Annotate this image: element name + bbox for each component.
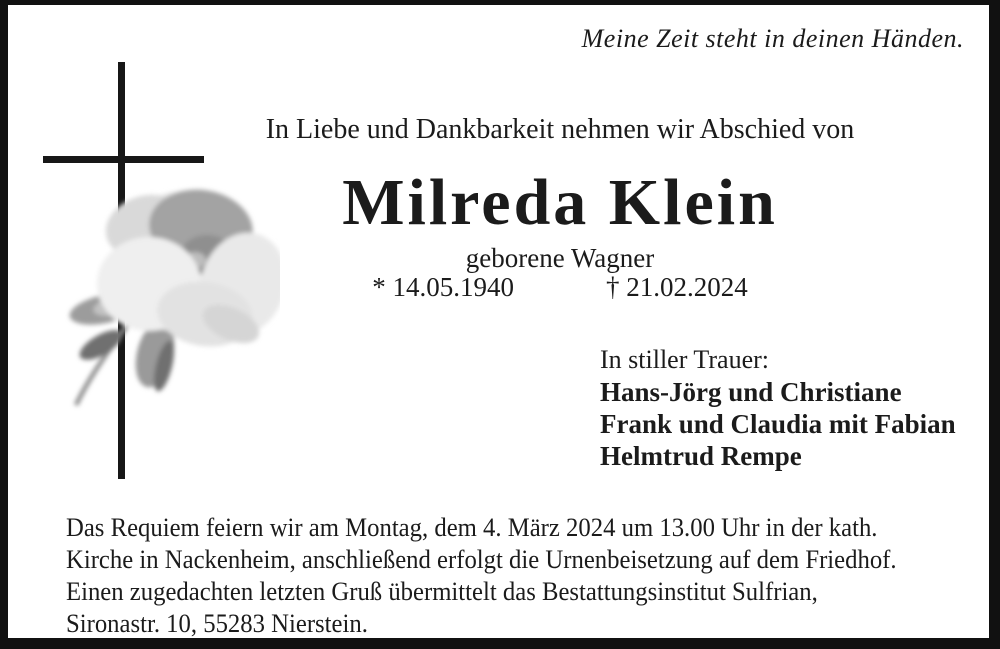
maiden-name: geborene Wagner [465,243,655,273]
announcement-line: Einen zugedachten letzten Gruß übermittelt das Bestattungsinstitut Sulfrian, [66,577,818,606]
death-date: † 21.02.2024 [606,272,748,302]
birth-date: * 14.05.1940 [372,272,514,302]
deceased-name: Milreda Klein [342,166,778,239]
life-dates [130,272,990,303]
intro-text: In Liebe und Dankbarkeit nehmen wir Abschied von [265,114,855,145]
mourner-name: Frank und Claudia mit Fabian [600,409,956,439]
announcement-text [66,512,959,640]
cross-icon [43,156,204,163]
mourner-name: Hans-Jörg und Christiane [600,377,902,407]
mourning-section [600,344,956,472]
epitaph-text: Meine Zeit steht in deinen Händen. [581,24,964,53]
mourner-name: Helmtrud Rempe [600,441,802,471]
mourning-label: In stiller Trauer: [600,345,769,374]
announcement-line: Das Requiem feiern wir am Montag, dem 4. März 2024 um 13.00 Uhr in der kath. [66,513,878,542]
announcement-line: Sironastr. 10, 55283 Nierstein. [66,609,368,638]
announcement-line: Kirche in Nackenheim, anschließend erfolgt die Urnenbeisetzung auf dem Friedhof. [66,545,897,574]
mourners-list [600,376,956,472]
